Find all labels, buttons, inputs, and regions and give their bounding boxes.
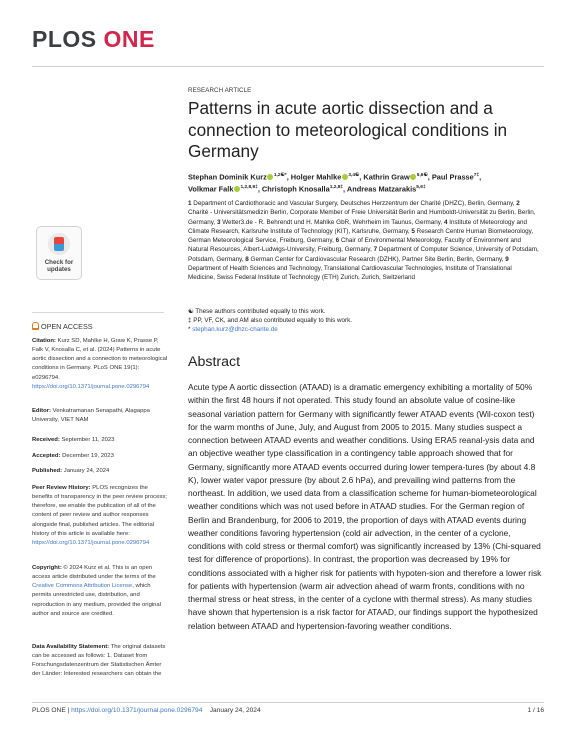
author-name[interactable]: Andreas Matzarakis [346, 184, 417, 194]
footer-divider [32, 702, 544, 703]
orcid-icon[interactable] [267, 174, 273, 180]
peer-review-block: Peer Review History: PLOS recognizes the benefits of transparency in the peer review process; therefore, we enable the publication of all of the content of peer review and author responses alongside final, published articles. The editorial history of this article is available here: https://doi.org/10.1371/journal.pone.0296794 [32, 485, 167, 546]
affiliation-number: 7 [373, 246, 378, 254]
author-name[interactable]: Kathrin Graw [363, 172, 410, 182]
footer-citation: PLOS ONE | https://doi.org/10.1371/journal.pone.0296794 January 24, 2024 [32, 707, 261, 714]
author-name[interactable]: Holger Mahlke [290, 172, 342, 182]
author-superscript: 1,2,8‡ [329, 185, 344, 191]
article-title: Patterns in acute aortic dissection and a connection to meteorological conditions in Germany [188, 98, 508, 161]
affiliation-number: 8 [245, 255, 249, 263]
journal-logo[interactable] [32, 26, 155, 53]
also-contributed-note: ‡ PP, VF, CK, and AM also contributed equally to this work. [188, 317, 353, 325]
open-access-label: OPEN ACCESS [32, 322, 93, 331]
orcid-icon[interactable] [342, 174, 348, 180]
author-name[interactable]: Stephan Dominik Kurz [188, 172, 267, 182]
crossmark-label: Check for updates [44, 259, 74, 274]
affiliation-number: 2 [516, 200, 520, 207]
author-superscript: 1,2☯* [273, 173, 287, 178]
author-notes [188, 307, 540, 334]
license-link[interactable]: Creative Commons Attribution License [32, 583, 133, 590]
author-superscript: 5,6☯ [416, 173, 428, 178]
sidebar-divider [32, 312, 164, 313]
crossmark-ribbon-top [54, 237, 64, 244]
affiliation-number: 1 [188, 200, 192, 207]
equal-contribution-note: ☯ These authors contributed equally to this work. [188, 308, 326, 315]
affiliation-text: Chair of Environmental Meteorology, Faculty of Environment and Natural Resources, Albert-Ludwigs-University, Freiburg, Germany, [188, 237, 521, 254]
peer-review-link[interactable]: https://doi.org/10.1371/journal.pone.0296794 [32, 539, 150, 546]
affiliation-number: 5 [411, 227, 415, 235]
check-for-updates-badge[interactable] [36, 226, 82, 280]
logo-word-one: ONE [103, 26, 155, 52]
footer-date: January 24, 2024 [209, 707, 261, 714]
author-list: Stephan Dominik Kurz $^{1,2☯*}$, Holger Mahlke $^{3,4☯}$, Kathrin Graw $^{5,6☯}$, Paul Prasse$^{7\ddagger}$, Volkmar Falk $^{1,2,8,9\ddagger}$, Christoph Knosalla$^{1,2,8\ddagger}$, Andreas Matzarakis$^{5,6\ddagger}$ [188, 172, 482, 194]
author-superscript: 7‡ [473, 173, 480, 178]
author-name[interactable]: Paul Prasse [431, 172, 474, 182]
affiliation-text: Wetter3.de - R. Behrendt und H. Mahlke GbR, Wehrheim im Taunus, Germany, [222, 218, 443, 226]
affiliation-text: Research Centre Human Biometeorology, German Meteorological Service, Freiburg, Germany, [188, 227, 534, 245]
author-superscript: 1,2,8,9‡ [240, 185, 258, 191]
data-availability-block: Data Availability Statement: The original datasets can be accessed as follows: 1. Dataset from Forschungsdatenzentrum der Statistischen Ämter der Länder: Interested researchers can obtain the [32, 644, 166, 678]
affiliation-number: 4 [443, 218, 448, 226]
affiliation-text: German Center for Cardiovascular Research (DZHK), Partner Site Berlin, Berlin, Germany, [250, 255, 504, 263]
published-date: Published: January 24, 2024 [32, 468, 110, 474]
orcid-icon[interactable] [410, 174, 416, 180]
copyright-block: Copyright: © 2024 Kurz et al. This is an open access article distributed under the terms of the Creative Commons Attribution License, which permits unrestricted use, distribution, and reproduction in any medium, provided the original author and source are credited. [32, 565, 162, 617]
corresponding-email-link[interactable]: stephan.kurz@dhzc-charite.de [192, 326, 278, 334]
footer-doi-link[interactable]: https://doi.org/10.1371/journal.pone.0296794 [71, 707, 203, 714]
accepted-date: Accepted: December 19, 2023 [32, 453, 114, 459]
page-number: 1 / 16 [527, 707, 544, 714]
open-lock-icon [32, 322, 39, 330]
received-date: Received: September 11, 2023 [32, 437, 115, 443]
affiliation-text: Charité - Universitätsmedizin Berlin, Corporate Member of Freie Universität Berlin and Humboldt-Universität zu Berlin, Berlin, Germany, [188, 209, 536, 226]
abstract-heading: Abstract [188, 354, 241, 370]
article-type: RESEARCH ARTICLE [188, 87, 252, 94]
citation-doi-link[interactable]: https://doi.org/10.1371/journal.pone.0296794 [32, 383, 150, 390]
crossmark-ribbon-bottom [54, 244, 64, 251]
affiliation-text: Institute of Meteorology and Climate Research, Karlsruhe Institute of Technology (KIT), Karlsruhe, Germany, [188, 218, 527, 235]
citation-block: Citation: Kurz SD, Mahlke H, Graw K, Prasse P, Falk V, Knosalla C, et al. (2024) Patterns in acute aortic dissection and a connection to meteorological conditions in Germany. PLoS ONE 19(1): e0296794. https://doi.org/10.1371/journal.pone.0296794 [32, 338, 168, 390]
author-superscript: 5,6‡ [416, 185, 426, 191]
affiliation-text: Department of Computer Science, University of Potsdam, Potsdam, Germany, [188, 246, 539, 263]
author-name[interactable]: Volkmar Falk [188, 184, 234, 194]
editor-block: Editor: Venkatramanan Senapathi, Alagappa University, VIET NAM [32, 408, 150, 424]
affiliation-number: 9 [505, 255, 509, 263]
affiliation-text: Department of Cardiothoracic and Vascular Surgery, Deutsches Herzzentrum der Charité (DHZC), Berlin, Germany, [193, 200, 515, 207]
affiliation-number: 3 [216, 218, 221, 226]
header-divider [32, 66, 544, 67]
corresponding-author-note: * stephan.kurz@dhzc-charite.de [188, 326, 278, 334]
abstract-text: Acute type A aortic dissection (ATAAD) is a dramatic emergency exhibiting a mortality of 50% within the first 48 hours if not operated. This study found an absolute value of cosine-like seasonal variation pattern for Germany with significantly fewer ATAAD events (Wil-coxon test) for the warm months of June, July, and August from 2005 to 2015. Many studies suspect a connection between ATAAD events and weather conditions. Using ERA5 reanal-ysis data and an objective weather type classification in a contingency table approach showed that for Germany, significantly more ATAAD events occurred during lower tempera-tures (by about 4.8 K), lower water vapor pressure (by about 2.6 hPa), and prevailing wind patterns from the northeast. In addition, we used data from a classification scheme for human-biometeorological weather conditions which was not used before in ATAAD studies. For the German region of Berlin and Brandenburg, for 2006 to 2019, the proportion of days with ATAAD events during weather conditions favoring hypertension (cold air advection, in the center of a cyclone, conditions with cold stress or thermal comfort) was significantly increased by 13% (Chi-squared test for difference of proportions). In contrast, the proportion was decreased by 19% for conditions associated with a higher risk for patients with hypoten-sion and therefore a lower risk for patients with hypertension (warm air advection ahead of warm fronts, conditions with no thermal stress or heat stress, in the center of a cyclone with thermal stress). As many studies have shown that hypertension is a risk factor for ATAAD, our findings support the hypothesized relation between ATAAD and hypertension-favoring weather conditions. [188, 382, 542, 631]
affiliations [188, 199, 540, 283]
author-name[interactable]: Christoph Knosalla [261, 184, 330, 194]
author-superscript: 3,4☯ [348, 173, 360, 178]
affiliation-number: 6 [335, 237, 340, 245]
logo-word-plos: PLOS [32, 26, 97, 52]
affiliation-text: Department of Health Sciences and Technology, Translational Cardiovascular Technologies, Institute of Translational Medicine, Swiss Federal Institute of Technolcgy (ETH) Zurich, Zurich, Switzerland [188, 265, 512, 282]
